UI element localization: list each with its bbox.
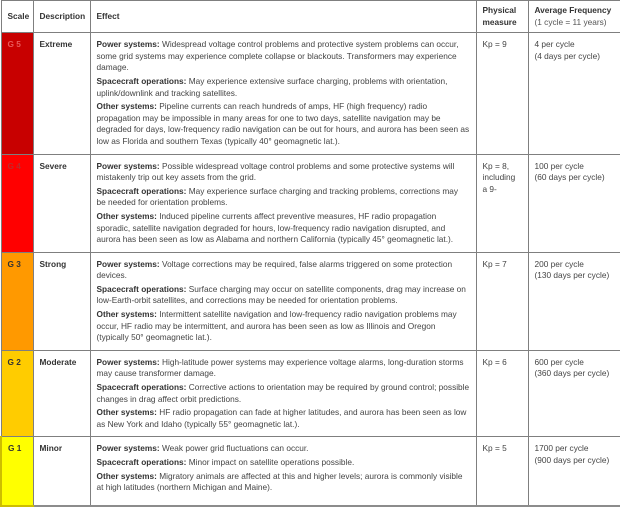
frequency-count: 200 per cycle <box>534 258 584 269</box>
frequency-count: 600 per cycle <box>534 356 584 367</box>
effect-other <box>97 309 470 344</box>
effect-power <box>97 259 470 282</box>
effect-text: Minor impact on satellite operations possible. <box>186 457 355 467</box>
frequency-cell <box>528 154 620 252</box>
effect-text: Pipeline currents can reach hundreds of amps, HF (high frequency) radio propagation may be impossible in many areas for one to two days, satellite navigation may be degraded for days, low-frequency radio navigation can be out for hours, and aurora has been seen as low as Florida and southern Texas (typically 40° geomagnetic lat.). <box>96 101 470 146</box>
table-row <box>1 350 620 437</box>
effect-text: HF radio propagation can fade at higher latitudes, and aurora has been seen as low as New York and Idaho (typically 55° geomagnetic lat.). <box>96 407 467 429</box>
effect-spacecraft <box>97 186 470 209</box>
scale-badge: G 5 <box>1 33 33 154</box>
frequency-days: (60 days per cycle) <box>534 172 605 183</box>
effect-label: Power systems: <box>96 258 160 269</box>
frequency-cell <box>528 252 620 350</box>
frequency-cell <box>528 437 620 507</box>
effect-text: Intermittent satellite navigation and low-frequency radio navigation problems may occur, HF radio may be intermittent, and aurora has been seen as low as Illinois and Oregon (typically 50° geomagnetic lat.). <box>96 309 457 343</box>
header-average-frequency-label: Average Frequency <box>534 5 612 15</box>
table-row <box>1 437 620 507</box>
description-cell: Strong <box>33 252 90 350</box>
header-description: Description <box>33 1 90 33</box>
effect-label: Power systems: <box>96 160 160 171</box>
effect-cell <box>90 437 476 507</box>
effect-label: Other systems: <box>96 309 157 320</box>
effect-power <box>97 161 470 184</box>
physical-measure-cell: Kp = 7 <box>476 252 528 350</box>
effect-label: Other systems: <box>96 470 157 481</box>
effect-label: Spacecraft operations: <box>96 185 187 196</box>
effect-label: Spacecraft operations: <box>96 283 187 294</box>
effect-label: Other systems: <box>96 407 157 418</box>
effect-text: Induced pipeline currents affect preventive measures, HF radio propagation sporadic, satellite navigation degraded for hours, low-frequency radio navigation disrupted, and aurora has been seen as low as Alabama and northern California (typically 45° geomagnetic lat.). <box>96 210 454 245</box>
effect-text: High-latitude power systems may experience voltage alarms, long-duration storms may cause transformer damage. <box>96 356 464 379</box>
effect-other <box>97 407 470 430</box>
effect-spacecraft <box>97 457 470 469</box>
effect-label: Power systems: <box>96 39 160 50</box>
effect-other <box>97 101 470 147</box>
description-cell: Moderate <box>33 350 90 437</box>
frequency-count: 100 per cycle <box>534 160 584 171</box>
description-cell: Minor <box>33 437 90 507</box>
header-physical-measure: Physical measure <box>476 1 528 33</box>
description-cell: Severe <box>33 154 90 252</box>
frequency-days: (130 days per cycle) <box>534 270 610 281</box>
scale-badge: G 1 <box>1 437 33 507</box>
physical-measure-cell: Kp = 5 <box>476 437 528 507</box>
table-header-row <box>1 1 620 33</box>
table-row <box>1 33 620 154</box>
effect-text: Corrective actions to orientation may be required by ground control; possible changes in drag affect orbit predictions. <box>96 382 470 404</box>
effect-text: Weak power grid fluctuations can occur. <box>159 443 309 454</box>
effect-label: Power systems: <box>96 356 160 367</box>
physical-measure-cell: Kp = 8, including a 9- <box>476 154 528 252</box>
effect-text: Widespread voltage control problems and protective system problems can occur, some grid systems may experience complete collapse or blackouts. Transformers may experience damage. <box>96 39 459 73</box>
effect-spacecraft <box>97 382 470 405</box>
effect-cell <box>90 154 476 252</box>
frequency-cell <box>528 33 620 154</box>
frequency-cell <box>528 350 620 437</box>
effect-text: Possible widespread voltage control problems and some protective systems will mistakenly trip out key assets from the grid. <box>96 160 455 183</box>
scale-badge: G 4 <box>1 154 33 252</box>
physical-measure-cell: Kp = 6 <box>476 350 528 437</box>
effect-spacecraft <box>97 284 470 307</box>
effect-text: May experience surface charging and tracking problems, corrections may be needed for orientation problems. <box>96 185 459 208</box>
effect-spacecraft <box>97 76 470 99</box>
effect-other <box>97 211 470 246</box>
effect-label: Spacecraft operations: <box>96 75 187 86</box>
effect-label: Other systems: <box>96 101 157 112</box>
frequency-days: (360 days per cycle) <box>534 368 610 379</box>
table-row <box>1 252 620 350</box>
scale-badge: G 2 <box>1 350 33 437</box>
scale-badge: G 3 <box>1 252 33 350</box>
effect-power <box>97 39 470 74</box>
header-effect: Effect <box>90 1 476 33</box>
frequency-days: (900 days per cycle) <box>534 455 610 465</box>
effect-label: Spacecraft operations: <box>96 382 187 393</box>
effect-cell <box>90 252 476 350</box>
effect-text: Migratory animals are affected at this and higher levels; aurora is commonly visible at high latitudes (northern Michigan and Maine). <box>96 470 463 493</box>
effect-label: Other systems: <box>96 210 157 221</box>
effect-other <box>97 471 470 494</box>
effect-power <box>97 357 470 380</box>
frequency-days: (4 days per cycle) <box>534 50 600 61</box>
effect-power <box>97 443 470 455</box>
header-average-frequency-note: (1 cycle = 11 years) <box>534 16 607 27</box>
table-row <box>1 154 620 252</box>
physical-measure-cell: Kp = 9 <box>476 33 528 154</box>
effect-label: Spacecraft operations: <box>96 457 187 467</box>
effect-label: Power systems: <box>96 443 160 454</box>
effect-text: Surface charging may occur on satellite components, drag may increase on low-Earth-orbit satellites, and corrections may be needed for orientation problems. <box>96 283 466 306</box>
description-cell: Extreme <box>33 33 90 154</box>
frequency-count: 1700 per cycle <box>534 443 589 454</box>
effect-text: May experience extensive surface charging, problems with orientation, uplink/downlink and tracking satellites. <box>96 75 448 98</box>
effect-cell <box>90 350 476 437</box>
frequency-count: 4 per cycle <box>534 39 575 50</box>
effect-cell <box>90 33 476 154</box>
header-scale: Scale <box>1 1 33 33</box>
effect-text: Voltage corrections may be required, false alarms triggered on some protection devices. <box>96 258 453 281</box>
header-average-frequency <box>528 1 620 33</box>
